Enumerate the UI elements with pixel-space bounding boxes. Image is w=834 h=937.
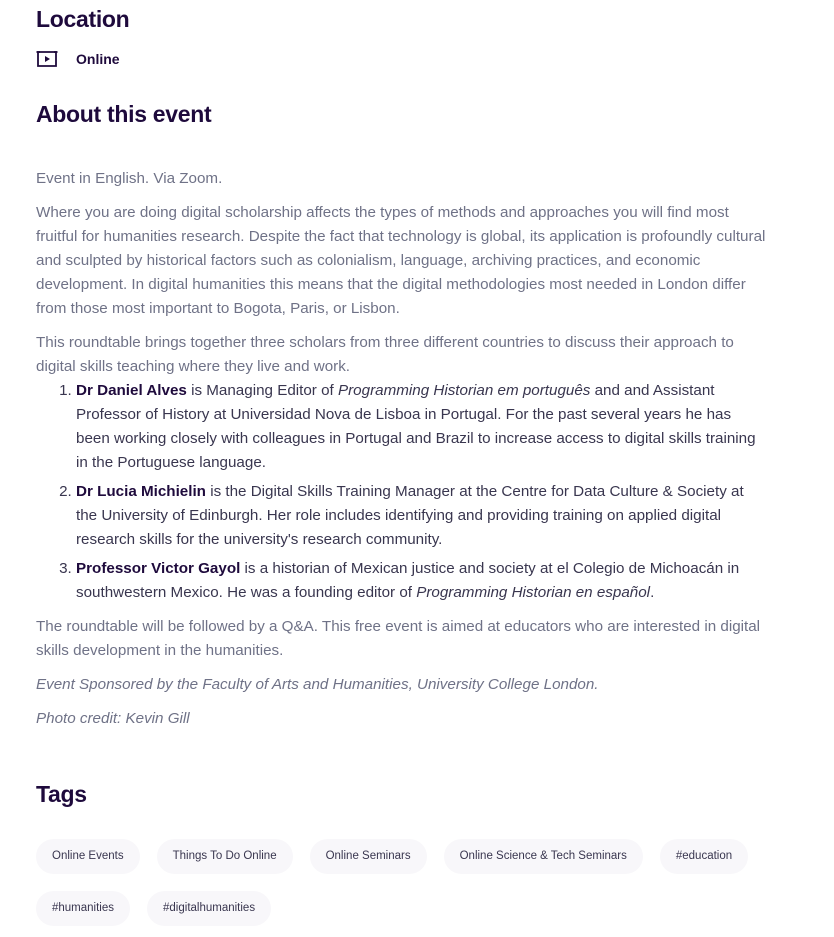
speaker-list	[36, 379, 766, 605]
about-heading: About this event	[36, 101, 212, 127]
list-item	[76, 480, 766, 552]
tag-list	[36, 839, 776, 926]
location-heading: Location	[36, 6, 130, 32]
video-screen-icon	[36, 49, 58, 69]
speaker-publication: Programming Historian em português	[337, 382, 591, 399]
speaker-text: is a historian of Mexican justice and society at el Colegio de Michoacán in southwestern Mexico. He was a founding editor of	[76, 560, 740, 601]
location-row	[36, 48, 120, 70]
tag-online-science-tech-seminars[interactable]: Online Science & Tech Seminars	[444, 839, 643, 874]
speaker-publication: Programming Historian en español	[416, 584, 651, 601]
tag-online-seminars[interactable]: Online Seminars	[310, 839, 427, 874]
speaker-text: is the Digital Skills Training Manager at the Centre for Data Culture & Society at the University of Edinburgh. Her role includes identifying and providing training on applied digital research skills for the university's research community.	[76, 483, 744, 548]
location-value: Online	[76, 51, 120, 67]
tag-humanities[interactable]: #humanities	[36, 891, 130, 926]
tag-things-to-do-online[interactable]: Things To Do Online	[157, 839, 293, 874]
photo-credit: Photo credit: Kevin Gill	[36, 710, 190, 727]
sponsor-note: Event Sponsored by the Faculty of Arts and Humanities, University College London.	[36, 676, 599, 693]
about-description	[36, 167, 766, 741]
speaker-name: Dr Lucia Michielin	[76, 483, 206, 500]
speaker-name: Dr Daniel Alves	[76, 382, 187, 399]
about-paragraph-3: The roundtable will be followed by a Q&A. This free event is aimed at educators who are interested in digital skills development in the humanities.	[36, 618, 761, 659]
about-paragraph-1: Where you are doing digital scholarship affects the types of methods and approaches you will find most fruitful for humanities research. Despite the fact that technology is global, its application is profoundly cultural and sculpted by historical factors such as colonialism, language, archiving practices, and economic development. In digital humanities this means that the digital methodologies most needed in London differ from those most important to Bogota, Paris, or Lisbon.	[36, 204, 766, 317]
list-item	[76, 379, 766, 475]
speaker-text: .	[650, 584, 655, 601]
speaker-name: Professor Victor Gayol	[76, 560, 241, 577]
speaker-text: is Managing Editor of	[186, 382, 338, 399]
about-paragraph-2: This roundtable brings together three scholars from three different countries to discuss their approach to digital skills teaching where they live and work.	[36, 334, 734, 375]
tag-online-events[interactable]: Online Events	[36, 839, 140, 874]
list-item	[76, 557, 766, 605]
speaker-text: and and Assistant Professor of History at Universidad Nova de Lisboa in Portugal. For the past several years he has been working closely with colleagues in Portugal and Brazil to increase access to digital skills training in the Portuguese language.	[76, 382, 756, 471]
tags-heading: Tags	[36, 781, 87, 807]
tag-education[interactable]: #education	[660, 839, 748, 874]
about-intro: Event in English. Via Zoom.	[36, 170, 223, 187]
tag-digitalhumanities[interactable]: #digitalhumanities	[147, 891, 271, 926]
